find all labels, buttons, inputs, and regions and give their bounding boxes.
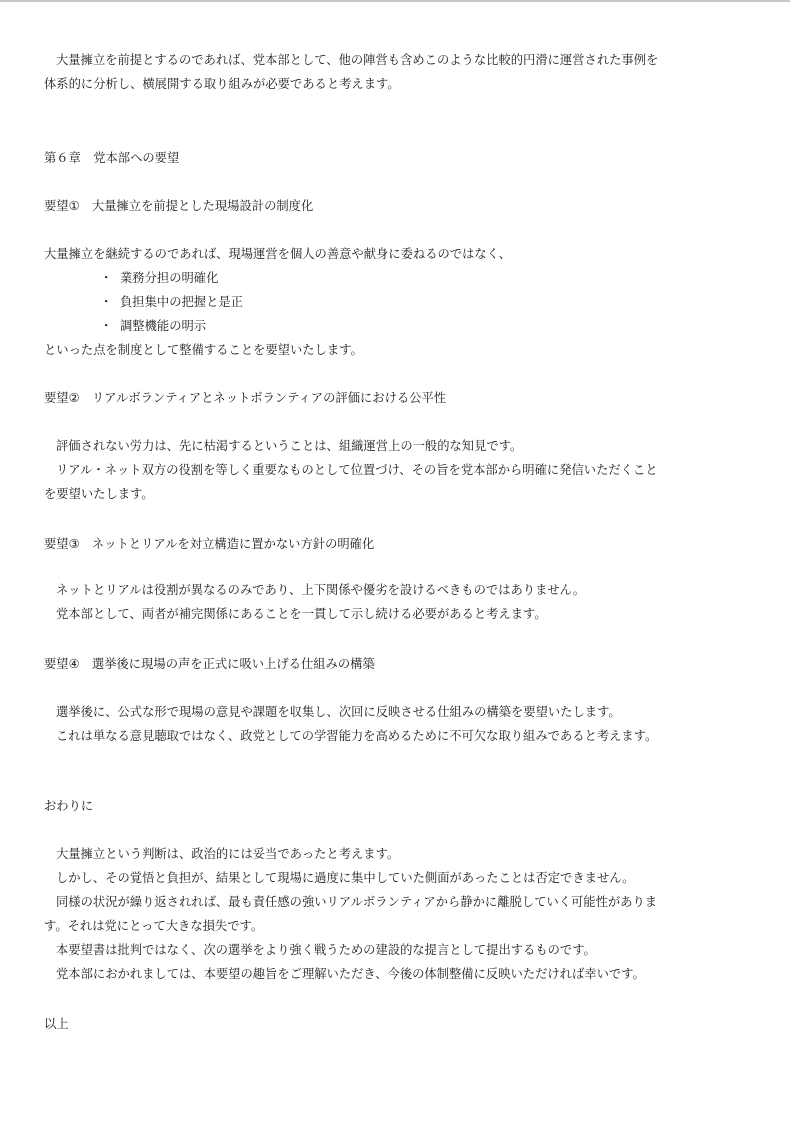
bullet-dot: ・	[100, 271, 113, 285]
request-2-heading: 要望② リアルボランティアとネットボランティアの評価における公平性	[44, 391, 447, 405]
request-3-paragraph-2: 党本部として、両者が補完関係にあることを一貫して示し続ける必要があると考えます。	[56, 607, 547, 621]
closing-line-3b: す。それは党にとって大きな損失です。	[44, 919, 264, 933]
closing-line-2: しかし、その覚悟と負担が、結果として現場に過度に集中していた側面があったことは否定できません。	[56, 871, 635, 885]
request-1-bullet-2	[100, 290, 243, 314]
request-4-paragraph-1: 選挙後に、公式な形で現場の意見や課題を収集し、次回に反映させる仕組みの構築を要望いたします。	[56, 705, 621, 719]
chapter-6-title: 第６章 党本部への要望	[44, 151, 180, 165]
closing-title: おわりに	[44, 799, 94, 813]
request-2-paragraph-2b: を要望いたします。	[44, 487, 154, 501]
request-1-tail: といった点を制度として整備することを要望いたします。	[44, 343, 363, 357]
request-3-heading: 要望③ ネットとリアルを対立構造に置かない方針の明確化	[44, 537, 375, 551]
request-1-bullet-1	[100, 266, 218, 290]
intro-line-1: 大量擁立を前提とするのであれば、党本部として、他の陣営も含めこのような比較的円滑に運営された事例を	[56, 53, 659, 67]
request-4-heading: 要望④ 選挙後に現場の声を正式に吸い上げる仕組みの構築	[44, 657, 375, 671]
closing-line-3a: 同様の状況が繰り返されれば、最も責任感の強いリアルボランティアから静かに離脱していく可能性がありま	[56, 895, 658, 909]
request-1-bullet-3	[100, 314, 206, 338]
closing-line-4: 本要望書は批判ではなく、次の選挙をより強く戦うための建設的な提言として提出するものです。	[56, 943, 596, 957]
bullet-text: 調整機能の明示	[120, 319, 207, 333]
request-4-paragraph-2: これは単なる意見聴取ではなく、政党としての学習能力を高めるために不可欠な取り組みであると考えます。	[56, 729, 658, 743]
request-1-lead: 大量擁立を継続するのであれば、現場運営を個人の善意や献身に委ねるのではなく、	[44, 247, 512, 261]
intro-line-2: 体系的に分析し、横展開する取り組みが必要であると考えます。	[44, 77, 400, 91]
bullet-dot: ・	[100, 295, 113, 309]
closing-line-1: 大量擁立という判断は、政治的には妥当であったと考えます。	[56, 847, 400, 861]
request-2-paragraph-2a: リアル・ネット双方の役割を等しく重要なものとして位置づけ、その旨を党本部から明確に発信いただくこと	[56, 463, 658, 477]
page-top-border	[0, 0, 790, 2]
request-1-heading: 要望① 大量擁立を前提とした現場設計の制度化	[44, 199, 314, 213]
request-2-paragraph-1: 評価されない労力は、先に枯渇するということは、組織運営上の一般的な知見です。	[56, 439, 523, 453]
bullet-dot: ・	[100, 319, 113, 333]
request-3-paragraph-1: ネットとリアルは役割が異なるのみであり、上下関係や優劣を設けるべきものではありません。	[56, 583, 586, 597]
bullet-text: 業務分担の明確化	[120, 271, 219, 285]
closing-line-5: 党本部におかれましては、本要望の趣旨をご理解いただき、今後の体制整備に反映いただければ幸いです。	[56, 967, 645, 981]
bullet-text: 負担集中の把握と是正	[120, 295, 243, 309]
end-mark: 以上	[44, 1017, 69, 1031]
